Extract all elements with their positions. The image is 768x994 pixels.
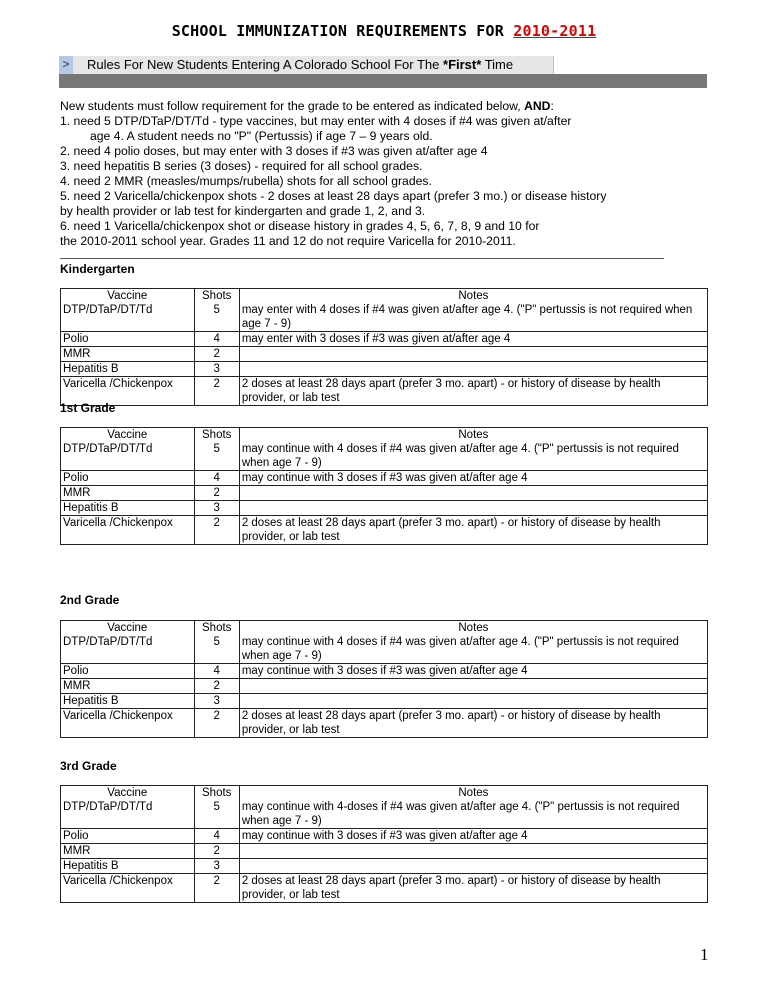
shots-header: Shots: [202, 290, 232, 302]
notes-cell: [239, 289, 707, 332]
shots-value: 4: [194, 664, 239, 679]
notes-value: 2 doses at least 28 days apart (prefer 3 mo. apart) - or history of disease by health provider, or lab test: [239, 516, 707, 545]
intro-line: 6. need 1 Varicella/chickenpox shot or disease history in grades 4, 5, 6, 7, 8, 9 and 10 for: [60, 219, 540, 233]
shots-header: Shots: [202, 787, 232, 799]
notes-value: 2 doses at least 28 days apart (prefer 3 mo. apart) - or history of disease by health provider, or lab test: [239, 874, 707, 903]
chevron-right-icon: >: [59, 56, 73, 74]
vaccine-cell: [61, 428, 195, 471]
shots-value: 2: [194, 844, 239, 859]
shots-value: 2: [194, 709, 239, 738]
table-row: [61, 428, 708, 471]
vaccine-cell: [61, 621, 195, 664]
intro-line: 3. need hepatitis B series (3 doses) - required for all school grades.: [60, 159, 423, 173]
intro-line: 1. need 5 DTP/DTaP/DT/Td - type vaccines, but may enter with 4 doses if #4 was given at/after: [60, 114, 572, 128]
grade-heading: 3rd Grade: [60, 759, 117, 773]
shots-header: Shots: [202, 429, 232, 441]
notes-value: 2 doses at least 28 days apart (prefer 3 mo. apart) - or history of disease by health provider, or lab test: [239, 377, 707, 406]
shots-value: 2: [194, 516, 239, 545]
notes-value: [239, 501, 707, 516]
vaccine-header: Vaccine: [107, 290, 148, 302]
shots-cell: [194, 621, 239, 664]
vaccine-name: Varicella /Chickenpox: [61, 377, 195, 406]
notes-value: [239, 486, 707, 501]
shots-cell: [194, 289, 239, 332]
table-row: [61, 501, 708, 516]
notes-value: may continue with 3 doses if #3 was given at/after age 4: [239, 664, 707, 679]
vaccine-name: DTP/DTaP/DT/Td: [63, 801, 153, 813]
table-row: [61, 516, 708, 545]
table-row: [61, 694, 708, 709]
grade-table-kindergarten: [60, 288, 708, 406]
vaccine-name: MMR: [61, 486, 195, 501]
shots-value: 5: [213, 801, 220, 813]
notes-header: Notes: [458, 429, 489, 441]
table-row: [61, 377, 708, 406]
vaccine-header: Vaccine: [107, 622, 148, 634]
notes-value: may continue with 4-doses if #4 was given at/after age 4. ("P" pertussis is not required when age 7 - 9): [241, 801, 680, 827]
vaccine-cell: [61, 289, 195, 332]
table-row: [61, 874, 708, 903]
vaccine-name: Varicella /Chickenpox: [61, 709, 195, 738]
shots-value: 2: [194, 347, 239, 362]
intro-line: 5. need 2 Varicella/chickenpox shots - 2 doses at least 28 days apart (prefer 3 mo.) or disease history: [60, 189, 607, 203]
table-row: [61, 289, 708, 332]
notes-value: may continue with 3 doses if #3 was given at/after age 4: [239, 829, 707, 844]
table-row: [61, 621, 708, 664]
table-row: [61, 859, 708, 874]
notes-value: may continue with 4 doses if #4 was given at/after age 4. ("P" pertussis is not required when age 7 - 9): [241, 636, 679, 662]
intro-text: [60, 99, 720, 249]
vaccine-name: Varicella /Chickenpox: [61, 516, 195, 545]
notes-cell: [239, 428, 707, 471]
rules-tab-label: Rules For New Students Entering A Colorado School For The *First* Time: [87, 57, 514, 72]
intro-line: age 4. A student needs no "P" (Pertussis) if age 7 – 9 years old.: [90, 129, 433, 143]
shots-value: 3: [194, 694, 239, 709]
notes-value: may continue with 3 doses if #3 was given at/after age 4: [239, 471, 707, 486]
grade-table-3rd: [60, 785, 708, 903]
notes-value: may enter with 3 doses if #3 was given at/after age 4: [239, 332, 707, 347]
page-number: 1: [700, 945, 709, 964]
notes-value: [239, 694, 707, 709]
vaccine-header: Vaccine: [107, 429, 148, 441]
notes-value: [239, 347, 707, 362]
shots-value: 2: [194, 486, 239, 501]
table-row: [61, 471, 708, 486]
notes-value: [239, 844, 707, 859]
notes-header: Notes: [458, 290, 489, 302]
page-title: [0, 22, 768, 40]
notes-header: Notes: [458, 787, 489, 799]
shots-value: 5: [213, 636, 220, 648]
shots-value: 2: [194, 679, 239, 694]
vaccine-name: Hepatitis B: [61, 859, 195, 874]
grade-heading: 1st Grade: [60, 401, 116, 415]
grade-heading: Kindergarten: [60, 262, 135, 276]
rules-tab[interactable]: [59, 56, 554, 74]
vaccine-cell: [61, 786, 195, 829]
table-row: [61, 664, 708, 679]
vaccine-name: Hepatitis B: [61, 362, 195, 377]
vaccine-name: Polio: [61, 471, 195, 486]
table-row: [61, 332, 708, 347]
title-year: 2010-2011: [513, 22, 597, 40]
notes-value: [239, 362, 707, 377]
grade-table-1st: [60, 427, 708, 545]
vaccine-name: Hepatitis B: [61, 694, 195, 709]
vaccine-name: Polio: [61, 332, 195, 347]
vaccine-header: Vaccine: [107, 787, 148, 799]
table-row: [61, 709, 708, 738]
vaccine-name: Hepatitis B: [61, 501, 195, 516]
shots-value: 5: [213, 304, 220, 316]
table-row: [61, 844, 708, 859]
intro-line: by health provider or lab test for kindergarten and grade 1, 2, and 3.: [60, 204, 426, 218]
intro-line: 4. need 2 MMR (measles/mumps/rubella) shots for all school grades.: [60, 174, 432, 188]
shots-value: 3: [194, 501, 239, 516]
shots-value: 2: [194, 874, 239, 903]
vaccine-name: Polio: [61, 829, 195, 844]
intro-line: New students must follow requirement for the grade to be entered as indicated below, AND:: [60, 99, 554, 113]
shots-value: 4: [194, 471, 239, 486]
vaccine-name: Polio: [61, 664, 195, 679]
notes-value: may enter with 4 doses if #4 was given at/after age 4. ("P" pertussis is not required when age 7 - 9): [241, 304, 693, 330]
notes-value: [239, 679, 707, 694]
table-row: [61, 347, 708, 362]
horizontal-rule: [60, 258, 664, 259]
vaccine-name: MMR: [61, 347, 195, 362]
vaccine-name: Varicella /Chickenpox: [61, 874, 195, 903]
shots-cell: [194, 428, 239, 471]
notes-cell: [239, 786, 707, 829]
rules-tab-bar: [59, 56, 707, 89]
notes-cell: [239, 621, 707, 664]
immunization-table: [60, 785, 708, 903]
notes-value: [239, 859, 707, 874]
table-row: [61, 486, 708, 501]
notes-value: may continue with 4 doses if #4 was given at/after age 4. ("P" pertussis is not required when age 7 - 9): [241, 443, 679, 469]
table-row: [61, 362, 708, 377]
shots-value: 2: [194, 377, 239, 406]
table-row: [61, 679, 708, 694]
immunization-table: [60, 427, 708, 545]
divider-bar: [59, 74, 707, 88]
grade-table-2nd: [60, 620, 708, 738]
grade-heading: 2nd Grade: [60, 593, 120, 607]
notes-header: Notes: [458, 622, 489, 634]
shots-header: Shots: [202, 622, 232, 634]
shots-value: 3: [194, 362, 239, 377]
shots-value: 3: [194, 859, 239, 874]
vaccine-name: DTP/DTaP/DT/Td: [63, 304, 153, 316]
vaccine-name: DTP/DTaP/DT/Td: [63, 636, 153, 648]
shots-value: 5: [213, 443, 220, 455]
vaccine-name: MMR: [61, 844, 195, 859]
table-row: [61, 786, 708, 829]
table-row: [61, 829, 708, 844]
intro-line: 2. need 4 polio doses, but may enter with 3 doses if #3 was given at/after age 4: [60, 144, 488, 158]
shots-value: 4: [194, 829, 239, 844]
shots-value: 4: [194, 332, 239, 347]
vaccine-name: DTP/DTaP/DT/Td: [63, 443, 153, 455]
title-prefix: SCHOOL IMMUNIZATION REQUIREMENTS FOR: [171, 22, 514, 40]
intro-line: the 2010-2011 school year. Grades 11 and 12 do not require Varicella for 2010-2011.: [60, 234, 516, 248]
notes-value: 2 doses at least 28 days apart (prefer 3 mo. apart) - or history of disease by health provider, or lab test: [239, 709, 707, 738]
immunization-table: [60, 620, 708, 738]
immunization-table: [60, 288, 708, 406]
vaccine-name: MMR: [61, 679, 195, 694]
shots-cell: [194, 786, 239, 829]
